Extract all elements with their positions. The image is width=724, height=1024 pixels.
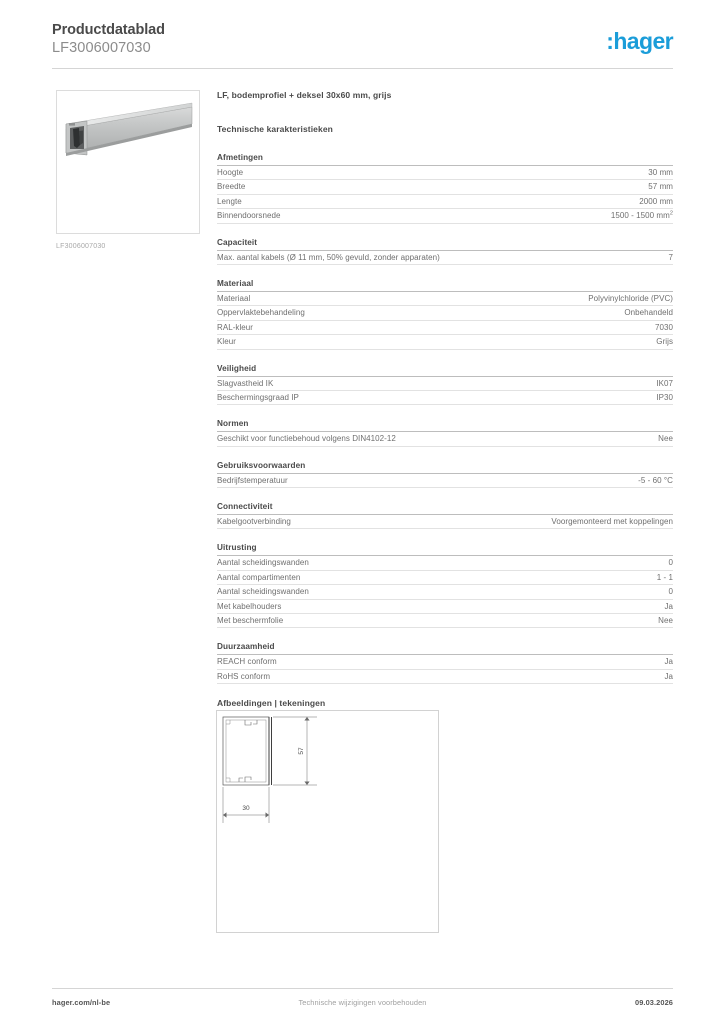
spec-row-value: Ja xyxy=(664,601,673,611)
spec-row-label: Aantal compartimenten xyxy=(217,572,301,582)
technical-drawing-box xyxy=(216,710,439,933)
spec-row-value: 57 mm xyxy=(648,182,673,192)
logo-wordmark: hager xyxy=(613,28,673,54)
spec-row-label: Breedte xyxy=(217,182,246,192)
spec-row-label: Met beschermfolie xyxy=(217,616,284,626)
spec-row-value: -5 - 60 °C xyxy=(638,475,673,485)
page-header xyxy=(52,22,673,68)
spec-group xyxy=(217,502,673,529)
spec-row xyxy=(217,391,673,405)
spec-row xyxy=(217,585,673,599)
spec-row-value: 7030 xyxy=(655,322,673,332)
spec-row xyxy=(217,166,673,180)
spec-row xyxy=(217,321,673,335)
spec-group-title: Gebruiksvoorwaarden xyxy=(217,461,673,474)
spec-row xyxy=(217,614,673,628)
spec-row-label: RoHS conform xyxy=(217,671,271,681)
hager-logo xyxy=(606,28,673,55)
spec-group xyxy=(217,419,673,446)
product-photo-caption: LF3006007030 xyxy=(56,243,106,250)
spec-group-title: Uitrusting xyxy=(217,543,673,556)
spec-groups xyxy=(217,153,673,684)
spec-row xyxy=(217,377,673,391)
spec-row-value xyxy=(611,211,673,220)
product-reference: LF3006007030 xyxy=(52,40,151,56)
spec-row-value: Ja xyxy=(664,657,673,667)
spec-row-value: Grijs xyxy=(656,337,673,347)
spec-row xyxy=(217,251,673,265)
drawing-width-label: 30 xyxy=(242,805,250,812)
spec-group-title: Materiaal xyxy=(217,279,673,292)
spec-row xyxy=(217,515,673,529)
spec-row xyxy=(217,600,673,614)
spec-row-label: Oppervlaktebehandeling xyxy=(217,308,305,318)
spec-row-label: RAL-kleur xyxy=(217,322,254,332)
page-title: Productdatablad xyxy=(52,22,165,38)
spec-row-value: 2000 mm xyxy=(639,196,673,206)
spec-group xyxy=(217,642,673,684)
spec-row-value-text: 1500 - 1500 mm xyxy=(610,211,670,221)
page-footer xyxy=(52,998,673,1010)
spec-row-label: Geschikt voor functiebehoud volgens DIN4102-12 xyxy=(217,434,396,444)
spec-row xyxy=(217,335,673,349)
spec-group-title: Veiligheid xyxy=(217,364,673,377)
spec-row-value: Polyvinylchloride (PVC) xyxy=(588,293,673,303)
spec-row-value: IK07 xyxy=(656,378,673,388)
spec-row xyxy=(217,571,673,585)
spec-row-value: 30 mm xyxy=(648,168,673,177)
spec-row xyxy=(217,180,673,194)
spec-row xyxy=(217,306,673,320)
spec-row-label: Slagvastheid IK xyxy=(217,378,274,388)
spec-row-value: Onbehandeld xyxy=(624,308,673,318)
spec-row-label: Kabelgootverbinding xyxy=(217,517,291,527)
spec-group-title: Normen xyxy=(217,419,673,432)
spec-row xyxy=(217,195,673,209)
spec-row-value: Nee xyxy=(658,616,673,626)
spec-row-label: Bedrijfstemperatuur xyxy=(217,475,288,485)
spec-group-title: Afmetingen xyxy=(217,153,673,166)
drawing-height-label: 57 xyxy=(298,747,305,755)
spec-row-label: Lengte xyxy=(217,196,242,206)
drawings-heading: Afbeeldingen | tekeningen xyxy=(217,698,326,709)
spec-row-label: Aantal scheidingswanden xyxy=(217,587,309,597)
spec-row-value: 0 xyxy=(668,587,673,597)
spec-row xyxy=(217,292,673,306)
spec-row-value: 0 xyxy=(668,558,673,568)
spec-row xyxy=(217,655,673,669)
spec-row-value: IP30 xyxy=(656,392,673,402)
spec-row-value: 7 xyxy=(668,252,673,262)
spec-row-label: Binnendoorsnede xyxy=(217,211,281,221)
spec-group xyxy=(217,153,673,224)
technical-drawing xyxy=(217,711,438,932)
spec-row-label: Hoogte xyxy=(217,168,244,177)
logo-colon-mark: : xyxy=(606,28,614,54)
footer-date: 09.03.2026 xyxy=(635,998,673,1007)
technical-characteristics-heading: Technische karakteristieken xyxy=(217,124,333,134)
header-divider xyxy=(52,68,673,69)
spec-row-label: REACH conform xyxy=(217,657,277,667)
footer-disclaimer: Technische wijzigingen voorbehouden xyxy=(298,998,427,1007)
spec-group-title: Connectiviteit xyxy=(217,502,673,515)
spec-group xyxy=(217,461,673,488)
spec-row xyxy=(217,474,673,488)
spec-row-value: Voorgemonteerd met koppelingen xyxy=(551,517,673,527)
spec-group xyxy=(217,279,673,350)
spec-group xyxy=(217,364,673,406)
spec-row-label: Max. aantal kabels (Ø 11 mm, 50% gevuld, zonder apparaten) xyxy=(217,252,440,262)
spec-row-label: Aantal scheidingswanden xyxy=(217,558,309,568)
spec-row xyxy=(217,670,673,684)
spec-row-label: Kleur xyxy=(217,337,236,347)
spec-row-value: 1 - 1 xyxy=(656,572,673,582)
specifications-column xyxy=(217,90,673,718)
spec-group xyxy=(217,543,673,628)
product-photo xyxy=(56,90,200,234)
product-name: LF, bodemprofiel + deksel 30x60 mm, grijs xyxy=(217,90,392,100)
spec-row xyxy=(217,432,673,446)
spec-row-value: Ja xyxy=(664,671,673,681)
spec-row-label: Materiaal xyxy=(217,293,251,303)
spec-row xyxy=(217,556,673,570)
spec-row xyxy=(217,209,673,223)
spec-group-title: Duurzaamheid xyxy=(217,642,673,655)
spec-row-label: Beschermingsgraad IP xyxy=(217,392,299,402)
footer-divider xyxy=(52,988,673,989)
product-photo-image xyxy=(57,91,200,234)
footer-website[interactable]: hager.com/nl-be xyxy=(52,998,111,1007)
spec-row-label: Met kabelhouders xyxy=(217,601,282,611)
spec-group xyxy=(217,238,673,265)
spec-group-title: Capaciteit xyxy=(217,238,673,251)
spec-row-value-superscript: 2 xyxy=(669,210,673,217)
spec-row-value: Nee xyxy=(658,434,673,444)
